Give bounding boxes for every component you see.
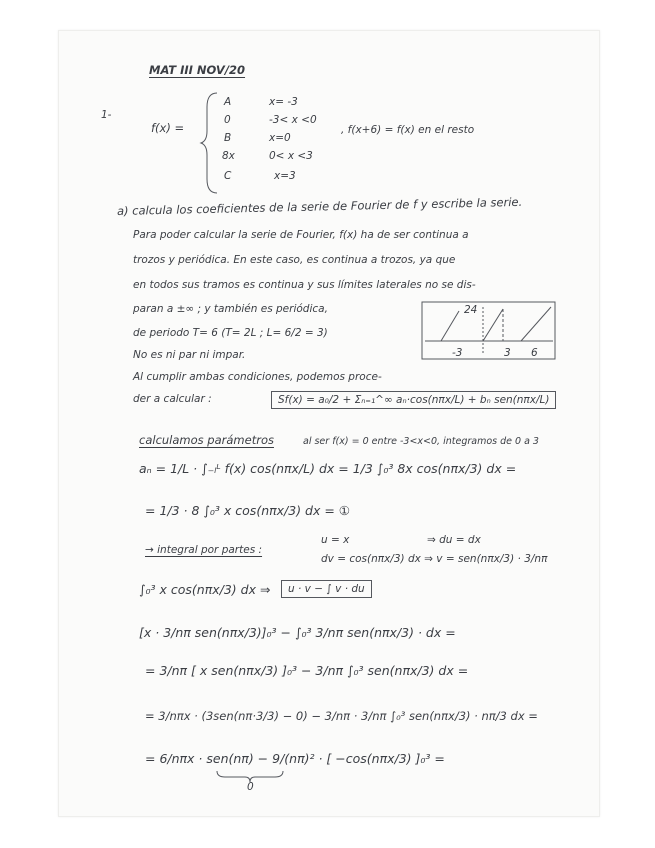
- explanation-line: trozos y periódica. En este caso, es continua a trozos, ya que: [133, 254, 456, 266]
- parts-u: u = x: [321, 534, 350, 546]
- equation-line: aₙ = 1/L · ∫₋ₗᴸ f(x) cos(nπx/L) dx = 1/3 ∫₀³ 8x cos(nπx/3) dx =: [139, 461, 517, 476]
- parts-du: ⇒ du = dx: [427, 534, 481, 546]
- calc-note: al ser f(x) = 0 entre -3<x<0, integramos de 0 a 3: [303, 436, 539, 447]
- equation-line: = 3/nπx · (3sen(nπ·3/3) − 0) − 3/nπ · 3/nπ ∫₀³ sen(nπx/3) · nπ/3 dx =: [145, 709, 538, 723]
- piece-condition: x= -3: [269, 96, 298, 108]
- explanation-line: de periodo T= 6 (T= 2L ; L= 6/2 = 3): [133, 327, 328, 339]
- graph-y-label: 24: [464, 304, 478, 316]
- explanation-line: No es ni par ni impar.: [133, 349, 246, 361]
- explanation-line: paran a ±∞ ; y también es periódica,: [133, 303, 328, 315]
- problem-number: 1-: [101, 109, 112, 121]
- equation-line: = 6/nπx · sen(nπ) − 9/(nπ)² · [ −cos(nπx/3) ]₀³ =: [145, 751, 445, 766]
- notebook-page: [58, 30, 600, 817]
- page-title: MAT III NOV/20: [149, 63, 246, 77]
- piece-condition: 0< x <3: [269, 150, 313, 162]
- explanation-line: Para poder calcular la serie de Fourier, f(x) ha de ser continua a: [133, 229, 469, 241]
- fourier-series-formula: Sf(x) = a₀/2 + Σₙ₌₁^∞ aₙ·cos(nπx/L) + bₙ sen(nπx/L): [271, 391, 556, 409]
- parts-rule: u · v − ∫ v · du: [281, 580, 372, 598]
- piece-condition: x=3: [274, 170, 296, 182]
- piece-condition: -3< x <0: [269, 114, 317, 126]
- piece-value: B: [224, 132, 232, 144]
- piece-value: 8x: [222, 150, 235, 162]
- calc-heading: calculamos parámetros: [139, 433, 274, 447]
- equation-line: = 1/3 · 8 ∫₀³ x cos(nπx/3) dx = ①: [145, 503, 351, 518]
- equation-line: ∫₀³ x cos(nπx/3) dx ⇒: [139, 582, 271, 597]
- explanation-line: Al cumplir ambas condiciones, podemos proce-: [133, 371, 382, 383]
- equation-line: [x · 3/nπ sen(nπx/3)]₀³ − ∫₀³ 3/nπ sen(nπx/3) · dx =: [139, 625, 456, 640]
- explanation-line: der a calcular :: [133, 393, 212, 405]
- underbrace-value: 0: [247, 781, 254, 793]
- explanation-line: en todos sus tramos es continua y sus límites laterales no se dis-: [133, 279, 476, 291]
- graph-x-tick: 6: [531, 347, 538, 359]
- part-a-heading: a) calcula los coeficientes de la serie de Fourier de f y escribe la serie.: [116, 194, 523, 218]
- piece-value: C: [224, 170, 232, 182]
- graph-x-tick: -3: [452, 347, 463, 359]
- periodicity-note: , f(x+6) = f(x) en el resto: [341, 124, 475, 136]
- graph-x-tick: 3: [504, 347, 511, 359]
- piece-value: 0: [224, 114, 231, 126]
- piece-value: A: [224, 96, 232, 108]
- parts-dv: dv = cos(nπx/3) dx ⇒ v = sen(nπx/3) · 3/nπ: [321, 553, 548, 565]
- function-name: f(x) =: [151, 121, 185, 135]
- piecewise-brace: [199, 89, 223, 197]
- equation-line: = 3/nπ [ x sen(nπx/3) ]₀³ − 3/nπ ∫₀³ sen(nπx/3) dx =: [145, 663, 469, 678]
- piece-condition: x=0: [269, 132, 291, 144]
- integration-by-parts-label: → integral por partes :: [145, 544, 263, 556]
